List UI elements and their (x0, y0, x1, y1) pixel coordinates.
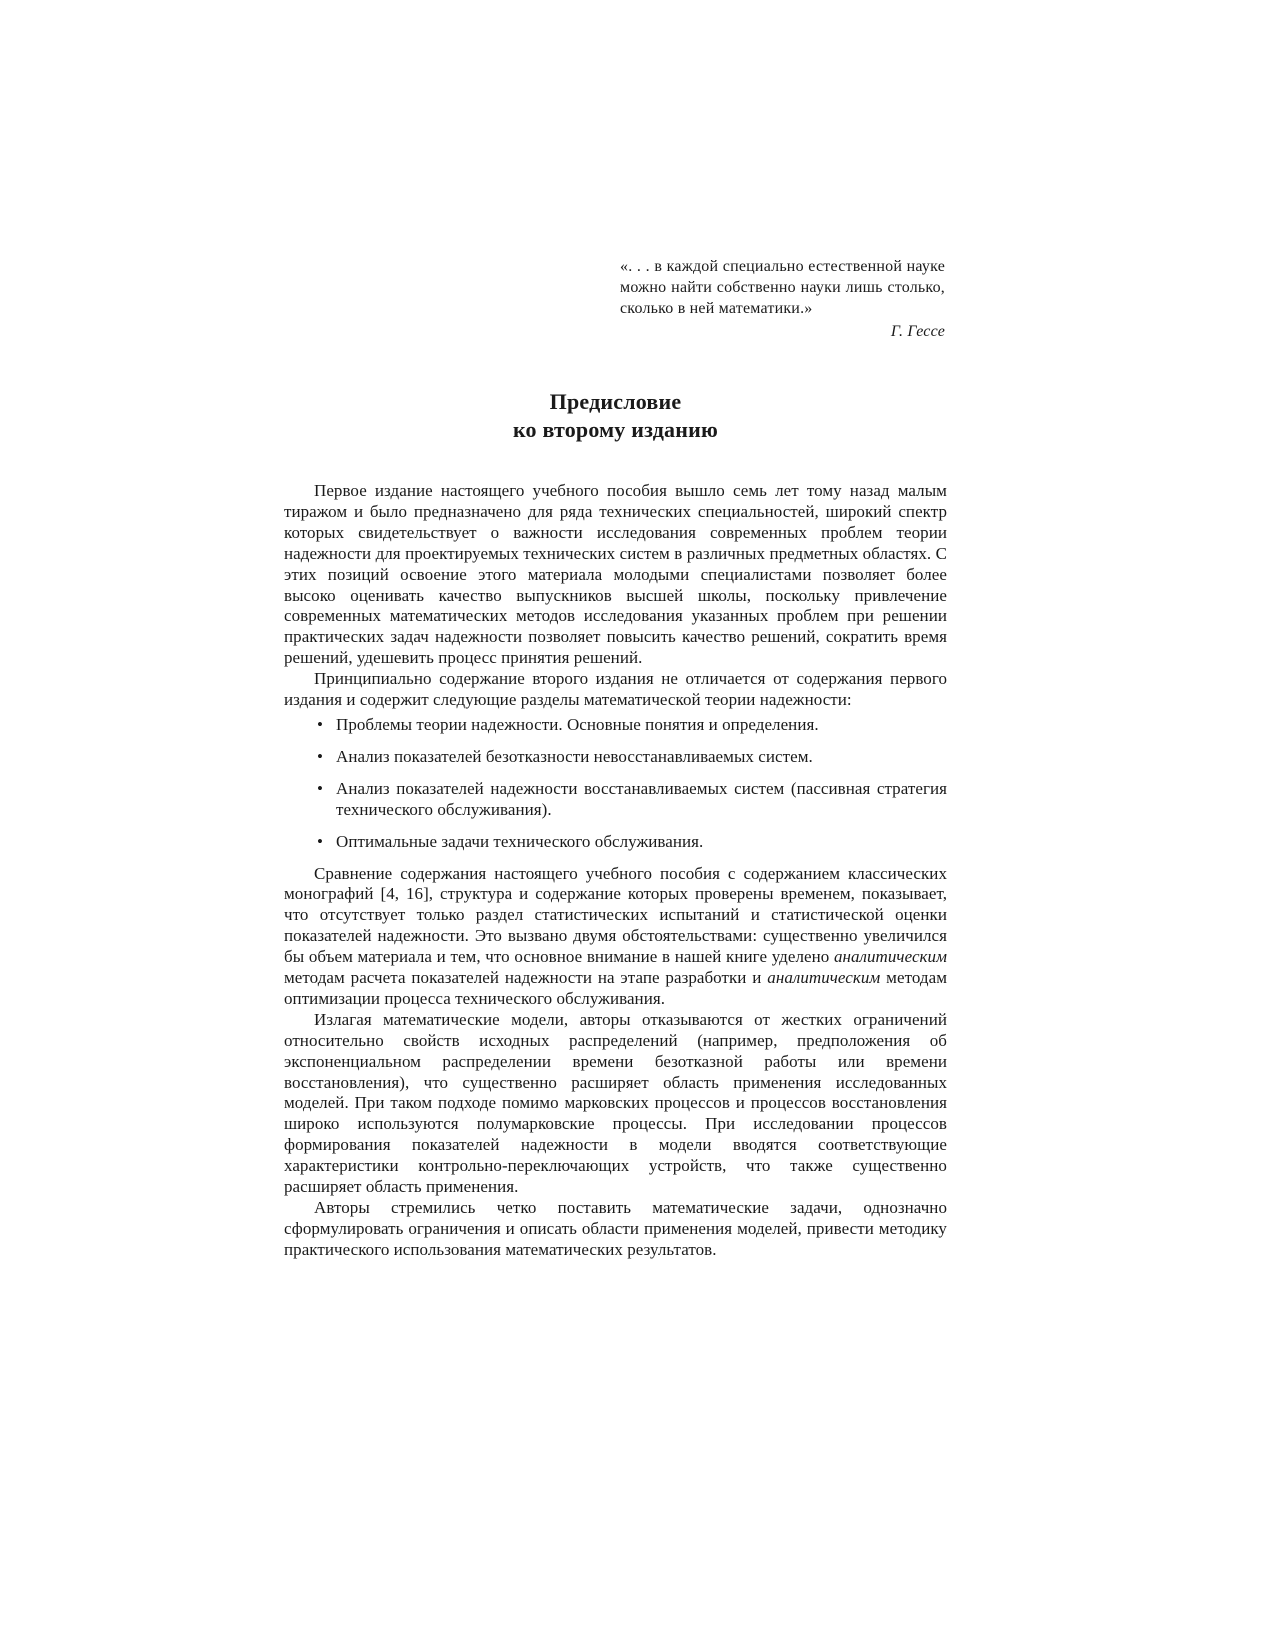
body-text (284, 481, 947, 1261)
paragraph-3-part-2: методам расчета показателей надежности на этапе разработки и (284, 968, 768, 988)
list-item-text: Оптимальные задачи технического обслуживания. (336, 831, 704, 851)
paragraph-3 (284, 864, 947, 1010)
bullet-icon: • (317, 714, 324, 734)
sections-list (284, 715, 947, 853)
epigraph-author: Г. Гессе (890, 323, 945, 340)
paragraph-5: Авторы стремились четко поставить математические задачи, однозначно сформулировать ограничения и описать области применения моделей, привести методику практического использования математических результатов. (284, 1198, 947, 1259)
list-item (284, 715, 947, 736)
paragraph-1: Первое издание настоящего учебного пособия вышло семь лет тому назад малым тиражом и было предназначено для ряда технических специальностей, широкий спектр которых свидетельствует о важности исследования современных проблем теории надежности для проектируемых технических систем в различных предметных областях. С этих позиций освоение этого материала молодыми специалистами позволяет более высоко оценивать качество выпускников высшей школы, поскольку привлечение современных математических методов исследования указанных проблем при решении практических задач надежности позволяет повысить качество решений, сократить время решений, удешевить процесс принятия решений. (284, 481, 947, 668)
paragraph-4: Излагая математические модели, авторы отказываются от жестких ограничений относительно свойств исходных распределений (например, предположения об экспоненциальном распределении времени безотказной работы или времени восстановления), что существенно расширяет область применения исследованных моделей. При таком подходе помимо марковских процессов и процессов восстановления широко используются полумарковские процессы. При исследовании процессов формирования показателей надежности в модели вводятся соответствующие характеристики контрольно-переключающих устройств, что также существенно расширяет область применения. (284, 1009, 947, 1197)
paragraph-2: Принципиально содержание второго издания не отличается от содержания первого издания и содержит следующие разделы математической теории надежности: (284, 669, 947, 710)
paragraph-3-part-3: методам оптимизации процесса технического обслуживания. (284, 968, 948, 1008)
list-item (284, 747, 947, 768)
epigraph (620, 256, 945, 342)
bullet-icon: • (317, 831, 324, 851)
list-item-text: Анализ показателей надежности восстанавливаемых систем (пассивная стратегия технического обслуживания). (336, 778, 947, 819)
title-line-2: ко второму изданию (512, 417, 719, 442)
paragraph-3-emphasis-2: аналитическим (767, 968, 881, 988)
list-item-text: Анализ показателей безотказности невосстанавливаемых систем. (336, 746, 813, 766)
epigraph-text: «. . . в каждой специально естественной науке можно найти собственно науки лишь столько, сколько в ней математики.» (620, 258, 945, 317)
page-title (284, 388, 947, 444)
list-item-text: Проблемы теории надежности. Основные понятия и определения. (336, 714, 819, 734)
bullet-icon: • (317, 746, 324, 766)
paragraph-3-part-1: Сравнение содержания настоящего учебного пособия с содержанием классических монографий [4, 16], структура и содержание которых проверены временем, показывает, что отсутствует только раздел статистических испытаний и статистической оценки показателей надежности. Это вызвано двумя обстоятельствами: существенно увеличился бы объем материала и тем, что основное внимание в нашей книге уделено (284, 863, 947, 967)
paragraph-3-emphasis-1: аналитическим (833, 947, 947, 967)
list-item (284, 779, 947, 821)
title-line-1: Предисловие (549, 389, 682, 414)
bullet-icon: • (317, 778, 324, 798)
list-item (284, 832, 947, 853)
